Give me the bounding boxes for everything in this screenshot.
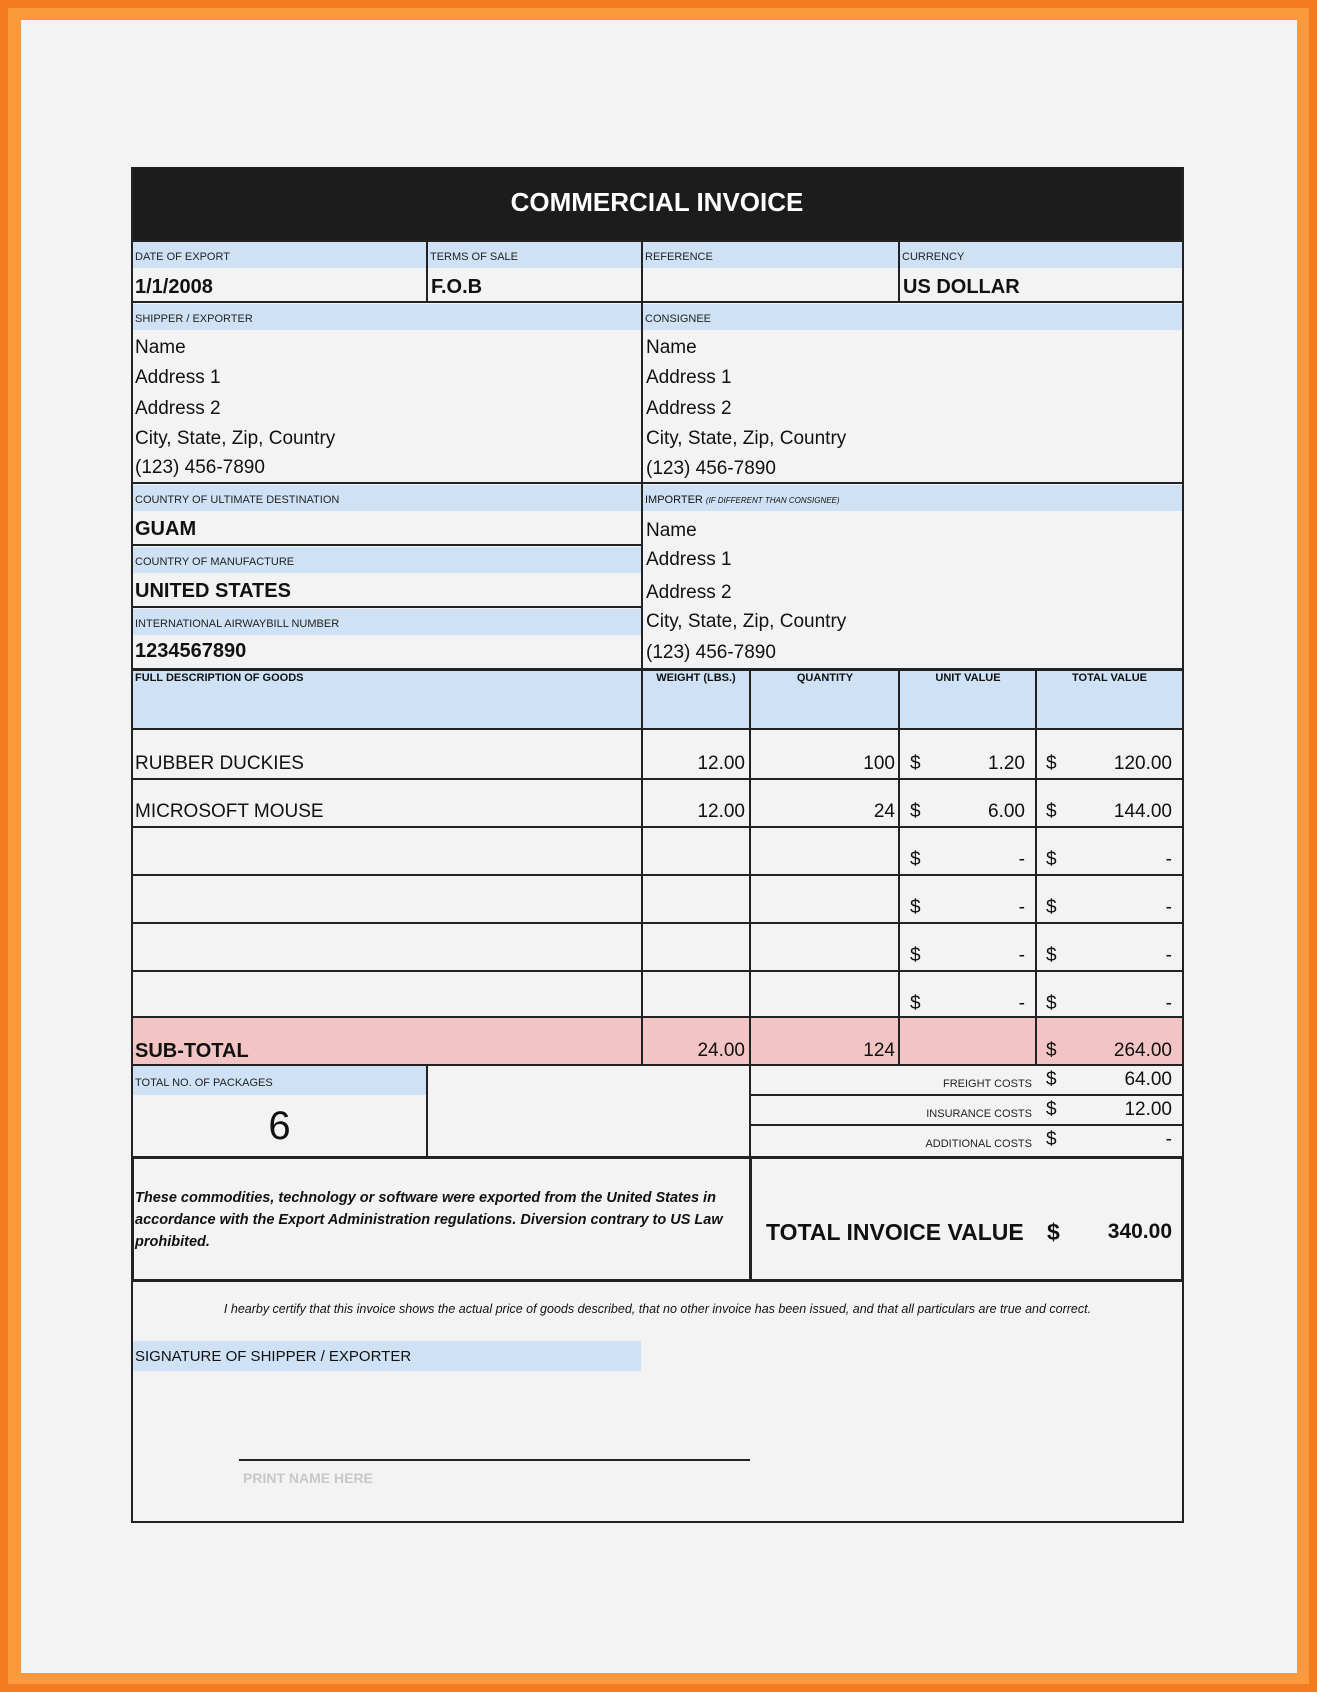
terms-label: TERMS OF SALE bbox=[428, 242, 641, 268]
goods-header-quantity: QUANTITY bbox=[796, 672, 854, 684]
grid-line bbox=[131, 874, 1184, 876]
cost-currency: $ bbox=[1046, 1099, 1057, 1120]
importer-label-box bbox=[643, 485, 1182, 511]
grid-line bbox=[131, 1016, 1184, 1018]
grid-line bbox=[131, 544, 643, 546]
goods-row-description[interactable]: MICROSOFT MOUSE bbox=[135, 801, 324, 822]
grid-line bbox=[131, 922, 1184, 924]
goods-row-total-value[interactable]: - bbox=[1165, 993, 1172, 1014]
currency-value[interactable]: US DOLLAR bbox=[903, 276, 1020, 298]
goods-row-unit-value[interactable]: 6.00 bbox=[988, 801, 1025, 822]
goods-row-unit-value[interactable]: 1.20 bbox=[988, 753, 1025, 774]
grid-line bbox=[898, 240, 900, 303]
date-label: DATE OF EXPORT bbox=[133, 242, 426, 268]
importer-note: (IF DIFFERENT THAN CONSIGNEE) bbox=[705, 496, 840, 505]
grid-line bbox=[1035, 668, 1037, 1066]
grid-line bbox=[131, 167, 133, 1523]
shipper-line: Address 2 bbox=[135, 398, 221, 419]
total-invoice-value: 340.00 bbox=[1107, 1220, 1172, 1243]
airwaybill-value[interactable]: 1234567890 bbox=[135, 640, 247, 662]
shipper-line: (123) 456-7890 bbox=[135, 457, 265, 478]
total-invoice-currency: $ bbox=[1047, 1219, 1060, 1245]
grid-line bbox=[641, 668, 643, 1066]
cost-label: INSURANCE COSTS bbox=[926, 1108, 1032, 1120]
grid-line bbox=[749, 1124, 1184, 1126]
goods-header-total-value: TOTAL VALUE bbox=[1072, 672, 1147, 684]
goods-row-quantity[interactable]: 24 bbox=[873, 801, 895, 822]
grid-line bbox=[749, 1094, 1184, 1096]
shipper-line: Name bbox=[135, 337, 186, 358]
manufacture-label: COUNTRY OF MANUFACTURE bbox=[133, 547, 641, 573]
signature-label: SIGNATURE OF SHIPPER / EXPORTER bbox=[133, 1341, 641, 1371]
cost-label: ADDITIONAL COSTS bbox=[925, 1138, 1032, 1150]
goods-row-total-value[interactable]: 120.00 bbox=[1113, 753, 1172, 774]
goods-row-unit-currency[interactable]: $ bbox=[910, 753, 921, 774]
grid-line bbox=[641, 301, 643, 669]
signature-line[interactable] bbox=[239, 1459, 750, 1461]
goods-row-unit-value[interactable]: - bbox=[1018, 945, 1025, 966]
grid-line bbox=[749, 1156, 752, 1282]
subtotal-quantity: 124 bbox=[863, 1040, 895, 1061]
cost-value[interactable]: - bbox=[1165, 1129, 1172, 1150]
consignee-line: Address 1 bbox=[646, 367, 732, 388]
goods-header-weight: WEIGHT (LBS.) bbox=[656, 672, 736, 684]
grid-line bbox=[131, 240, 1184, 242]
consignee-line: Address 2 bbox=[646, 398, 732, 419]
goods-row-total-currency[interactable]: $ bbox=[1046, 945, 1057, 966]
grid-line bbox=[131, 668, 1184, 671]
grid-line bbox=[426, 1064, 428, 1158]
importer-label: IMPORTER bbox=[645, 494, 703, 506]
importer-line: Address 2 bbox=[646, 582, 732, 603]
goods-row-unit-value[interactable]: - bbox=[1018, 849, 1025, 870]
goods-row-unit-value[interactable]: - bbox=[1018, 993, 1025, 1014]
grid-line bbox=[426, 240, 428, 303]
print-name-placeholder[interactable]: PRINT NAME HERE bbox=[243, 1470, 373, 1486]
grid-line bbox=[131, 1279, 1184, 1282]
currency-label: CURRENCY bbox=[900, 242, 1182, 268]
subtotal-weight: 24.00 bbox=[697, 1040, 745, 1061]
goods-row-unit-currency[interactable]: $ bbox=[910, 849, 921, 870]
goods-row-quantity[interactable]: 100 bbox=[863, 753, 895, 774]
grid-line bbox=[1182, 167, 1184, 1523]
goods-row-unit-currency[interactable]: $ bbox=[910, 945, 921, 966]
goods-row-description[interactable]: RUBBER DUCKIES bbox=[135, 753, 304, 774]
goods-header-unit-value: UNIT VALUE bbox=[935, 672, 1001, 684]
grid-line bbox=[131, 826, 1184, 828]
grid-line bbox=[131, 482, 1184, 484]
grid-line bbox=[131, 301, 1184, 303]
reference-label: REFERENCE bbox=[643, 242, 898, 268]
packages-label: TOTAL NO. OF PACKAGES bbox=[133, 1066, 426, 1095]
grid-line bbox=[749, 668, 751, 1066]
grid-line bbox=[898, 668, 900, 1066]
importer-line: City, State, Zip, Country bbox=[646, 611, 847, 632]
goods-row-total-currency[interactable]: $ bbox=[1046, 993, 1057, 1014]
subtotal-label: SUB-TOTAL bbox=[135, 1040, 249, 1062]
cost-currency: $ bbox=[1046, 1129, 1057, 1150]
goods-row-total-value[interactable]: - bbox=[1165, 897, 1172, 918]
subtotal-currency: $ bbox=[1046, 1040, 1057, 1061]
goods-row-total-currency[interactable]: $ bbox=[1046, 849, 1057, 870]
manufacture-value[interactable]: UNITED STATES bbox=[135, 580, 291, 602]
goods-row-total-currency[interactable]: $ bbox=[1046, 897, 1057, 918]
goods-row-total-currency[interactable]: $ bbox=[1046, 801, 1057, 822]
goods-row-unit-value[interactable]: - bbox=[1018, 897, 1025, 918]
total-invoice-label: TOTAL INVOICE VALUE bbox=[766, 1219, 1024, 1245]
consignee-label: CONSIGNEE bbox=[643, 304, 1182, 330]
cost-currency: $ bbox=[1046, 1069, 1057, 1090]
terms-value[interactable]: F.O.B bbox=[431, 276, 483, 298]
invoice-title: COMMERCIAL INVOICE bbox=[510, 187, 804, 217]
consignee-line: City, State, Zip, Country bbox=[646, 428, 847, 449]
cost-label: FREIGHT COSTS bbox=[942, 1078, 1032, 1090]
shipper-label: SHIPPER / EXPORTER bbox=[133, 304, 641, 330]
destination-value[interactable]: GUAM bbox=[135, 518, 197, 540]
grid-line bbox=[131, 1156, 134, 1282]
airwaybill-label: INTERNATIONAL AIRWAYBILL NUMBER bbox=[133, 609, 641, 635]
goods-row-unit-currency[interactable]: $ bbox=[910, 897, 921, 918]
goods-row-unit-currency[interactable]: $ bbox=[910, 993, 921, 1014]
certification-text: I hearby certify that this invoice shows the actual price of goods described, that no other invoice has been issued, and that all particulars are true and correct. bbox=[223, 1302, 1092, 1316]
grid-line bbox=[641, 240, 643, 303]
grid-line bbox=[131, 778, 1184, 780]
importer-line: Name bbox=[646, 520, 697, 541]
consignee-line: (123) 456-7890 bbox=[646, 458, 776, 479]
goods-row-weight[interactable]: 12.00 bbox=[697, 801, 745, 822]
goods-row-unit-currency[interactable]: $ bbox=[910, 801, 921, 822]
grid-line bbox=[749, 1064, 751, 1158]
shipper-line: City, State, Zip, Country bbox=[135, 428, 336, 449]
grid-line bbox=[1181, 1156, 1184, 1282]
cost-value[interactable]: 64.00 bbox=[1124, 1069, 1172, 1090]
goods-row-total-currency[interactable]: $ bbox=[1046, 753, 1057, 774]
grid-line bbox=[131, 728, 1184, 730]
date-value[interactable]: 1/1/2008 bbox=[135, 276, 213, 298]
cost-value[interactable]: 12.00 bbox=[1124, 1099, 1172, 1120]
importer-line: Address 1 bbox=[646, 549, 732, 570]
grid-line bbox=[131, 970, 1184, 972]
goods-header-desc: FULL DESCRIPTION OF GOODS bbox=[135, 672, 304, 684]
goods-row-total-value[interactable]: 144.00 bbox=[1113, 801, 1172, 822]
export-notice: These commodities, technology or software were exported from the United States in accordance with the Export Administration regulations. Diversion contrary to US Law prohibited. bbox=[135, 1190, 723, 1250]
goods-row-weight[interactable]: 12.00 bbox=[697, 753, 745, 774]
grid-line bbox=[131, 1156, 1184, 1159]
importer-line: (123) 456-7890 bbox=[646, 642, 776, 663]
shipper-line: Address 1 bbox=[135, 367, 221, 388]
goods-row-total-value[interactable]: - bbox=[1165, 849, 1172, 870]
subtotal-total: 264.00 bbox=[1113, 1040, 1172, 1061]
grid-line bbox=[131, 1064, 1184, 1066]
packages-value[interactable]: 6 bbox=[268, 1104, 291, 1148]
grid-line bbox=[131, 1521, 1184, 1523]
consignee-line: Name bbox=[646, 337, 697, 358]
grid-line bbox=[131, 606, 643, 608]
goods-row-total-value[interactable]: - bbox=[1165, 945, 1172, 966]
destination-label: COUNTRY OF ULTIMATE DESTINATION bbox=[133, 485, 641, 511]
